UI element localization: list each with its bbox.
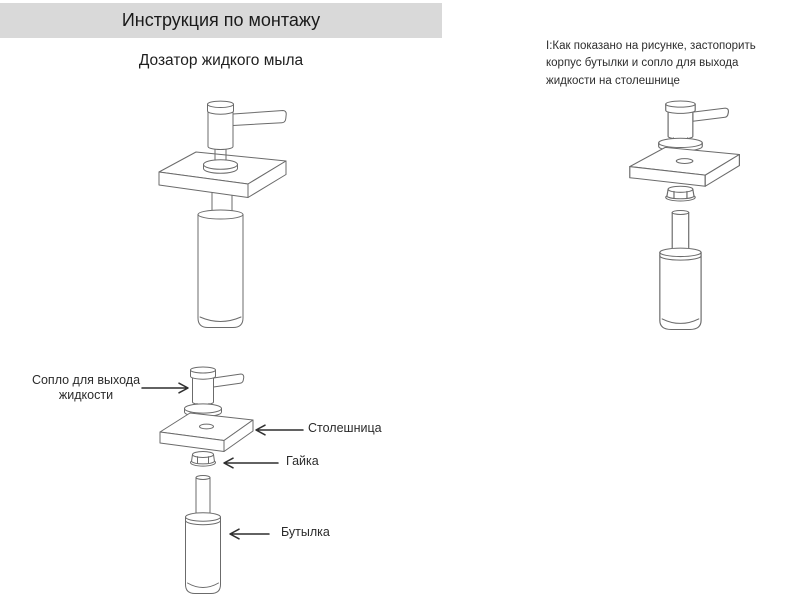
bottle-rim-drawing	[198, 210, 243, 219]
nut-label: Гайка	[286, 454, 319, 468]
product-subtitle: Дозатор жидкого мыла	[138, 52, 304, 69]
pump-head-drawing	[208, 101, 287, 160]
countertop-label: Столешница	[308, 421, 382, 435]
bottle-label: Бутылка	[281, 525, 330, 539]
header-bar	[0, 3, 442, 38]
bottle-drawing	[198, 215, 243, 328]
step-instruction-text: I:Как показано на рисунке, застопорить корпус бутылки и сопло для выхода жидкости на столешнице	[546, 40, 756, 87]
page-title: Инструкция по монтажу	[121, 10, 321, 30]
assembled-dispenser-figure	[145, 98, 315, 333]
nozzle-arrow-icon	[141, 381, 193, 395]
nozzle-label: Сопло для выхода жидкости	[31, 373, 141, 402]
exploded-dispenser-figure-right	[618, 96, 750, 332]
nut-arrow-icon	[220, 456, 279, 470]
exploded-dispenser-figure-left	[150, 362, 262, 596]
countertop-arrow-icon	[252, 423, 304, 437]
countertop-plate-drawing	[159, 152, 286, 198]
bottle-arrow-icon	[226, 527, 270, 541]
